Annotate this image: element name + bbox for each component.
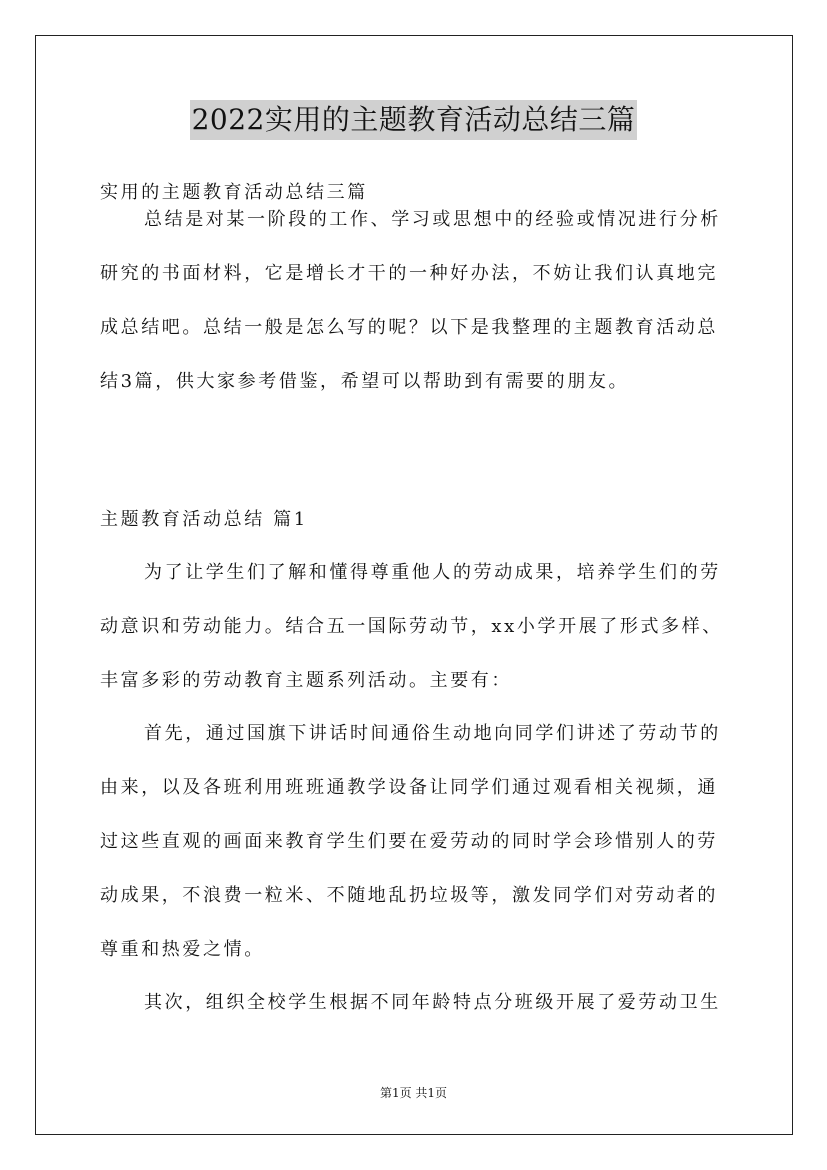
page-footer: 第1页 共1页 [379,1086,448,1100]
paragraph-line: 尊重和热爱之情。 [100,939,265,960]
intro-line: 研究的书面材料，它是增长才干的一种好办法，不妨让我们认真地完 [100,263,718,284]
intro-line: 总结是对某一阶段的工作、学习或思想中的经验或情况进行分析 [144,209,721,230]
paragraph-line: 过这些直观的画面来教育学生们要在爱劳动的同时学会珍惜别人的劳 [100,831,718,852]
document-title-block [0,100,827,140]
intro-line: 成总结吧。总结一般是怎么写的呢？以下是我整理的主题教育活动总 [100,317,718,338]
paragraph-line: 动意识和劳动能力。结合五一国际劳动节，xx小学开展了形式多样、 [100,616,723,637]
document-title: 2022实用的主题教育活动总结三篇 [190,100,638,140]
paragraph-line: 丰富多彩的劳动教育主题系列活动。主要有： [100,670,512,691]
document-subtitle: 实用的主题教育活动总结三篇 [100,182,368,203]
paragraph-line: 其次，组织全校学生根据不同年龄特点分班级开展了爱劳动卫生 [144,992,721,1013]
paragraph-line: 为了让学生们了解和懂得尊重他人的劳动成果，培养学生们的劳 [144,562,721,583]
paragraph-line: 由来，以及各班利用班班通教学设备让同学们通过观看相关视频，通 [100,777,718,798]
intro-line: 结3篇，供大家参考借鉴，希望可以帮助到有需要的朋友。 [100,371,630,392]
section-heading: 主题教育活动总结 篇1 [100,509,308,530]
paragraph-line: 首先，通过国旗下讲话时间通俗生动地向同学们讲述了劳动节的 [144,723,721,744]
paragraph-line: 动成果，不浪费一粒米、不随地乱扔垃圾等，激发同学们对劳动者的 [100,885,718,906]
